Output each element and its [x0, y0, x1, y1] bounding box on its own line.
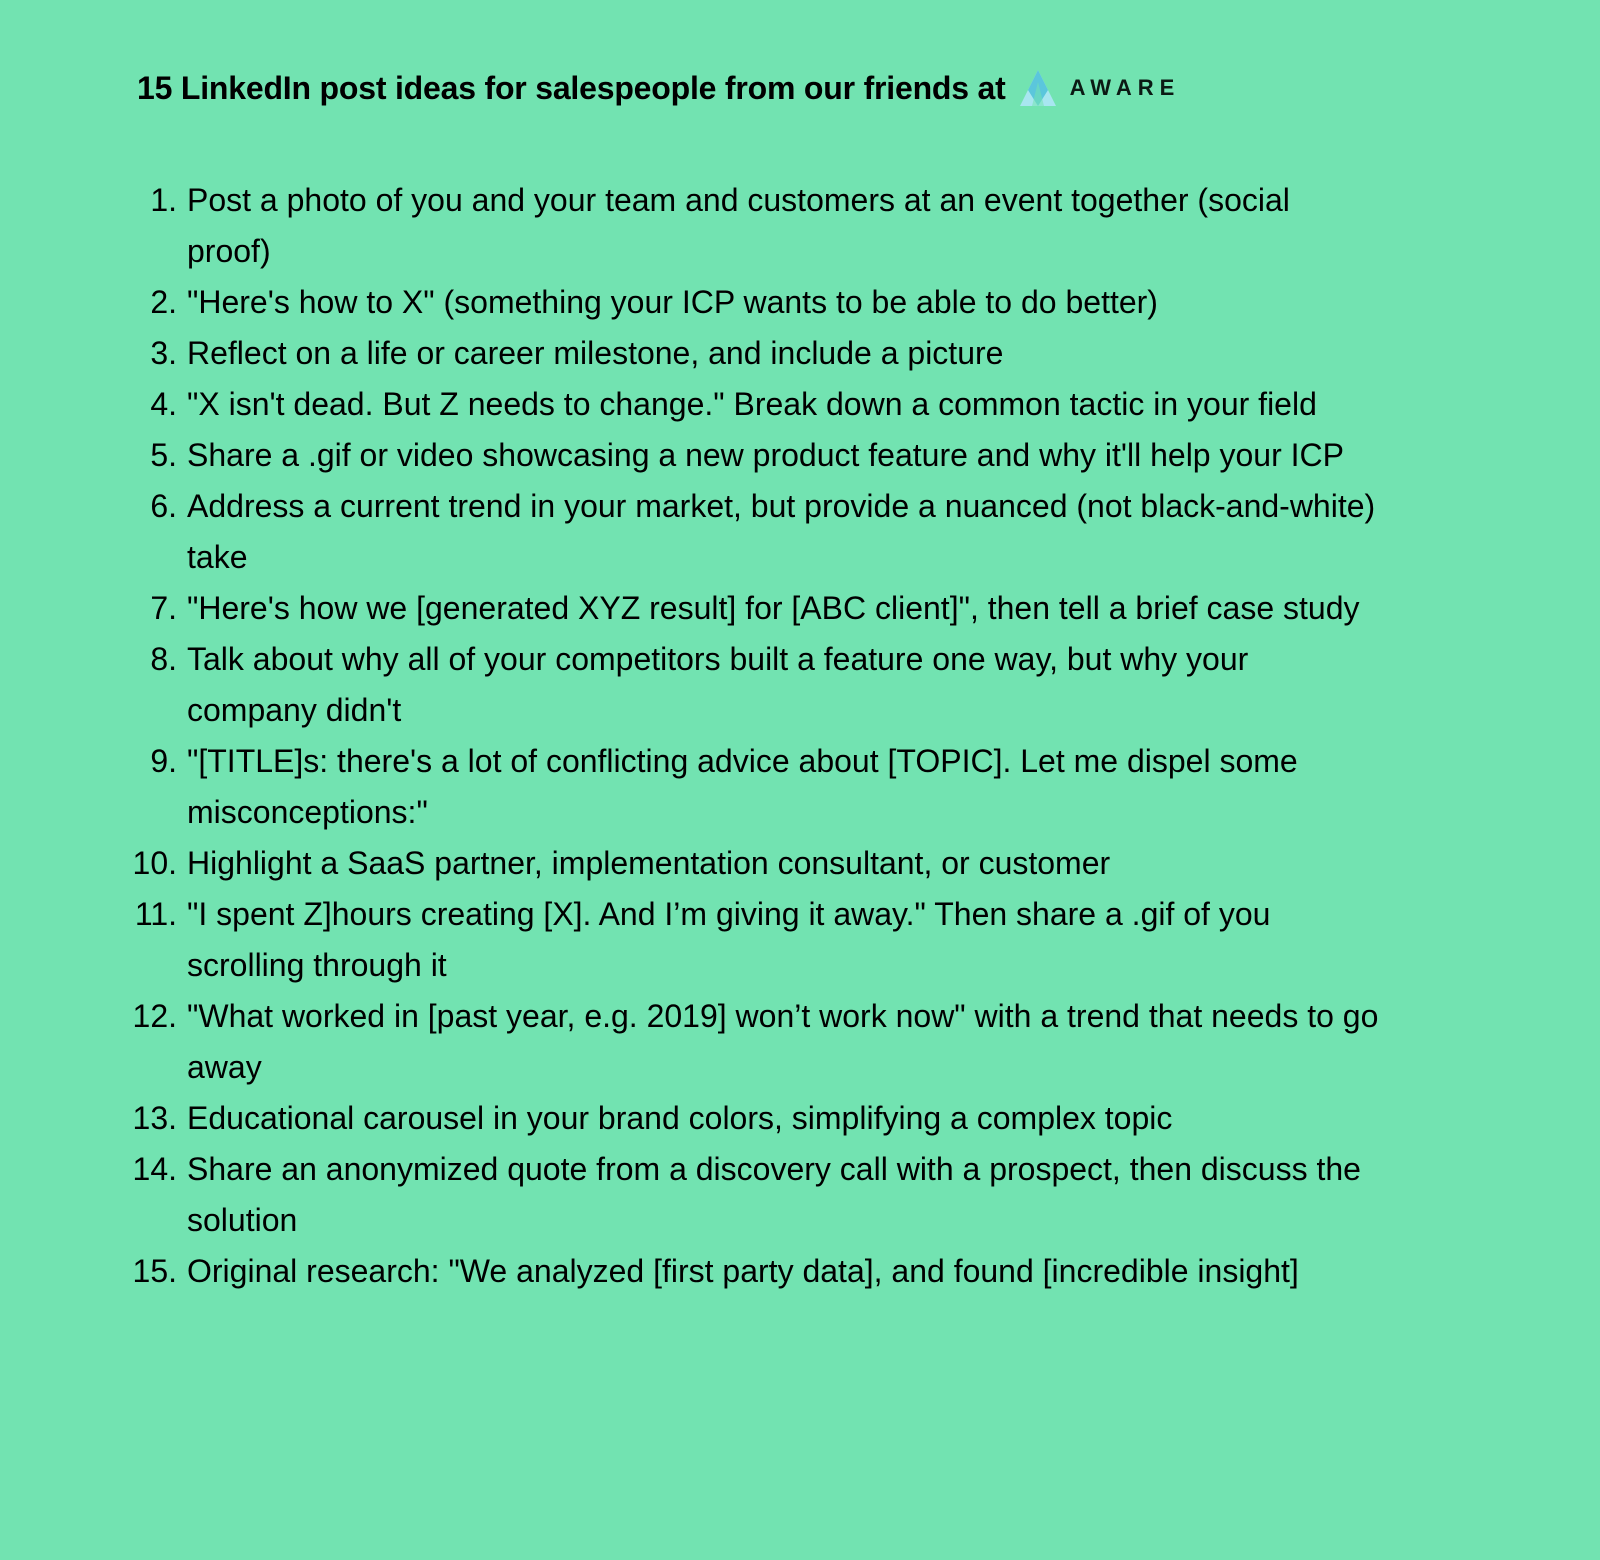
item-text: Share an anonymized quote from a discovery call with a prospect, then discuss the solution — [187, 1151, 1361, 1238]
list-item — [110, 1246, 1380, 1297]
item-text: Highlight a SaaS partner, implementation consultant, or customer — [187, 845, 1111, 881]
item-number: 1. — [150, 182, 177, 218]
item-text: "X isn't dead. But Z needs to change." Break down a common tactic in your field — [187, 386, 1317, 422]
list-item — [110, 430, 1380, 481]
item-number: 7. — [150, 590, 177, 626]
list-item — [110, 583, 1380, 634]
list-item — [110, 736, 1380, 838]
item-text: Educational carousel in your brand colors, simplifying a complex topic — [187, 1100, 1173, 1136]
logo-wordmark: AWARE — [1069, 75, 1181, 100]
list-item — [110, 481, 1380, 583]
page-title: 15 LinkedIn post ideas for salespeople from our friends at — [137, 69, 1006, 106]
item-text: Original research: "We analyzed [first party data], and found [incredible insight] — [187, 1253, 1299, 1289]
list-item — [110, 1144, 1380, 1246]
aware-logo — [1018, 68, 1181, 108]
list-item — [110, 838, 1380, 889]
list-item — [110, 328, 1380, 379]
list-item — [110, 175, 1380, 277]
item-number: 12. — [132, 998, 177, 1034]
ideas-list — [110, 175, 1380, 1297]
item-text: "What worked in [past year, e.g. 2019] won’t work now" with a trend that needs to go away — [187, 998, 1379, 1085]
item-text: "I spent Z]hours creating [X]. And I’m giving it away." Then share a .gif of you scrolling through it — [187, 896, 1271, 983]
item-number: 11. — [134, 896, 177, 932]
item-text: Post a photo of you and your team and customers at an event together (social proof) — [187, 182, 1290, 269]
item-text: Share a .gif or video showcasing a new product feature and why it'll help your ICP — [187, 437, 1344, 473]
item-text: Reflect on a life or career milestone, and include a picture — [187, 335, 1004, 371]
item-text: Address a current trend in your market, but provide a nuanced (not black-and-white) take — [187, 488, 1376, 575]
item-text: "Here's how to X" (something your ICP wants to be able to do better) — [187, 284, 1158, 320]
list-item — [110, 991, 1380, 1093]
item-number: 3. — [150, 335, 177, 371]
item-number: 5. — [150, 437, 177, 473]
list-item — [110, 277, 1380, 328]
item-number: 15. — [132, 1253, 177, 1289]
list-item — [110, 889, 1380, 991]
header — [137, 60, 1180, 116]
item-number: 14. — [132, 1151, 177, 1187]
item-text: "[TITLE]s: there's a lot of conflicting advice about [TOPIC]. Let me dispel some misconceptions:" — [187, 743, 1298, 830]
item-number: 8. — [150, 641, 177, 677]
list-item — [110, 634, 1380, 736]
item-number: 6. — [150, 488, 177, 524]
item-text: "Here's how we [generated XYZ result] for [ABC client]", then tell a brief case study — [187, 590, 1360, 626]
item-number: 10. — [132, 845, 177, 881]
item-number: 2. — [150, 284, 177, 320]
item-number: 9. — [150, 743, 177, 779]
item-number: 4. — [150, 386, 177, 422]
item-number: 13. — [132, 1100, 177, 1136]
item-text: Talk about why all of your competitors built a feature one way, but why your company didn't — [187, 641, 1249, 728]
list-item — [110, 379, 1380, 430]
aware-mark-icon — [1018, 68, 1058, 108]
list-item — [110, 1093, 1380, 1144]
